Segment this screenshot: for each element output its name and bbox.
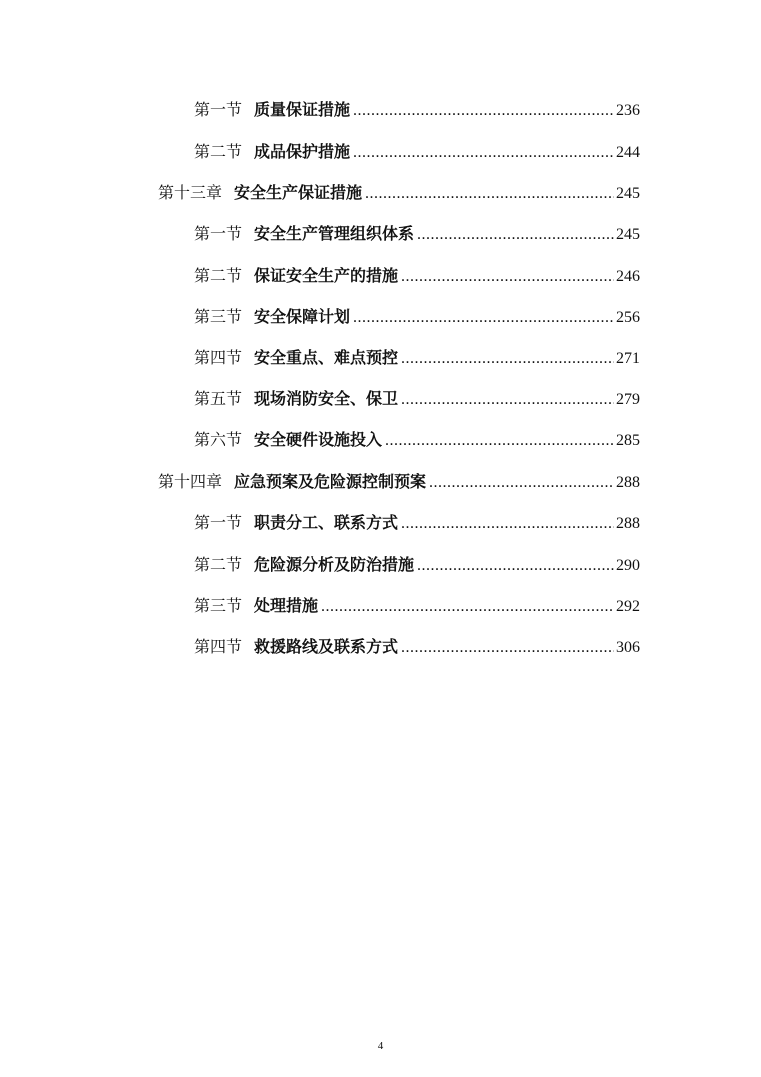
toc-leader-dots (401, 265, 614, 289)
toc-leader-dots (385, 429, 614, 453)
toc-entry[interactable] (194, 511, 640, 535)
toc-leader-dots (353, 306, 614, 330)
toc-entry-page: 256 (616, 309, 640, 326)
toc-entry-page: 236 (616, 102, 640, 119)
toc-leader-dots (353, 99, 614, 123)
toc-entry-page: 288 (616, 515, 640, 532)
toc-entry[interactable] (194, 305, 640, 329)
toc-entry-title: 成品保护措施 (254, 142, 351, 161)
toc-entry-number: 第十四章 (158, 472, 223, 491)
toc-entry-page: 245 (616, 226, 640, 243)
toc-leader-dots (321, 595, 614, 619)
toc-entry-title: 安全保障计划 (254, 307, 351, 326)
toc-leader-dots (401, 636, 614, 660)
toc-leader-dots (401, 347, 614, 371)
toc-entry-number: 第二节 (194, 142, 243, 161)
toc-entry[interactable] (194, 428, 640, 452)
toc-entry[interactable] (194, 264, 640, 288)
toc-entry-page: 244 (616, 144, 640, 161)
toc-entry[interactable] (194, 594, 640, 618)
toc-entry[interactable] (194, 222, 640, 246)
toc-entry-title: 处理措施 (254, 596, 319, 615)
toc-entry-number: 第六节 (194, 430, 243, 449)
toc-entry-number: 第四节 (194, 348, 243, 367)
toc-entry-title: 救援路线及联系方式 (254, 637, 399, 656)
toc-entry[interactable] (194, 387, 640, 411)
toc-entry-title: 危险源分析及防治措施 (254, 555, 415, 574)
toc-entry-page: 246 (616, 268, 640, 285)
toc-entry-number: 第四节 (194, 637, 243, 656)
toc-entry-title: 质量保证措施 (254, 100, 351, 119)
toc-entry[interactable] (194, 553, 640, 577)
toc-entry[interactable] (158, 470, 640, 494)
toc-entry-title: 安全生产管理组织体系 (254, 224, 415, 243)
toc-entry-number: 第五节 (194, 389, 243, 408)
toc-leader-dots (417, 223, 614, 247)
toc-entry-number: 第三节 (194, 596, 243, 615)
toc-entry-number: 第一节 (194, 513, 243, 532)
toc-entry-page: 292 (616, 598, 640, 615)
page-number: 4 (377, 1040, 384, 1052)
toc-entry[interactable] (194, 98, 640, 122)
toc-entry[interactable] (194, 346, 640, 370)
toc-leader-dots (401, 388, 614, 412)
toc-entry-title: 安全生产保证措施 (234, 183, 363, 202)
toc-entry-number: 第一节 (194, 100, 243, 119)
toc-entry-title: 安全硬件设施投入 (254, 430, 383, 449)
toc-entry-number: 第三节 (194, 307, 243, 326)
toc-entry-title: 现场消防安全、保卫 (254, 389, 399, 408)
toc-entry-number: 第二节 (194, 266, 243, 285)
toc-entry-page: 290 (616, 557, 640, 574)
toc-entry-number: 第一节 (194, 224, 243, 243)
toc-entry-title: 职责分工、联系方式 (254, 513, 399, 532)
toc-entry-title: 应急预案及危险源控制预案 (234, 472, 427, 491)
toc-entry-page: 306 (616, 639, 640, 656)
toc-leader-dots (353, 141, 614, 165)
toc-entry-title: 安全重点、难点预控 (254, 348, 399, 367)
toc-entry[interactable] (194, 140, 640, 164)
toc-entry[interactable] (194, 635, 640, 659)
toc-leader-dots (429, 471, 614, 495)
toc-entry[interactable] (158, 181, 640, 205)
toc-entry-page: 285 (616, 432, 640, 449)
toc-entry-title: 保证安全生产的措施 (254, 266, 399, 285)
toc-entry-page: 279 (616, 391, 640, 408)
toc-leader-dots (401, 512, 614, 536)
toc-entry-number: 第二节 (194, 555, 243, 574)
toc-entry-page: 271 (616, 350, 640, 367)
toc-leader-dots (417, 554, 614, 578)
toc-entry-page: 245 (616, 185, 640, 202)
toc-entry-page: 288 (616, 474, 640, 491)
toc-leader-dots (365, 182, 614, 206)
toc-entry-number: 第十三章 (158, 183, 223, 202)
